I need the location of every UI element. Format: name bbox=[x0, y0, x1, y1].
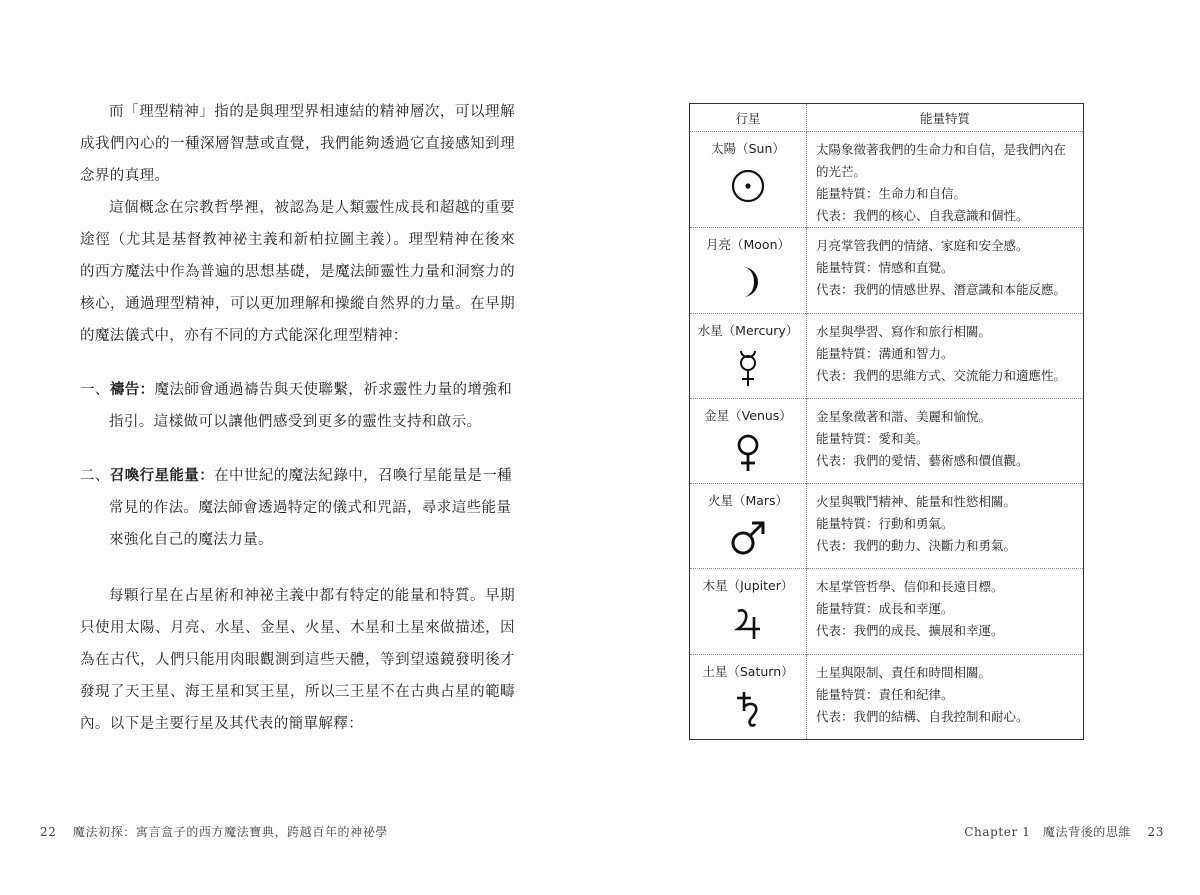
chapter-label: Chapter 1 bbox=[964, 825, 1031, 839]
list-lead: 禱告： bbox=[109, 381, 155, 398]
planet-table bbox=[689, 103, 1084, 740]
table-row bbox=[690, 313, 1084, 398]
table-row bbox=[690, 654, 1084, 739]
saturn-symbol-icon bbox=[728, 689, 768, 729]
moon-symbol-icon bbox=[728, 262, 768, 302]
planet-description: 月亮掌管我們的情緒、家庭和安全感。 bbox=[816, 238, 1029, 254]
header-planet: 行星 bbox=[690, 104, 807, 132]
venus-symbol-icon bbox=[728, 433, 768, 473]
jupiter-symbol-icon bbox=[728, 603, 768, 643]
planet-description: 水星與學習、寫作和旅行相關。 bbox=[816, 323, 992, 339]
list-item-prayer bbox=[80, 374, 515, 438]
planet-name-cell bbox=[690, 228, 807, 313]
planet-name: 金星（Venus） bbox=[704, 407, 792, 423]
table-row bbox=[690, 398, 1084, 483]
table-row bbox=[690, 228, 1084, 313]
planet-description: 金星象徵著和諧、美麗和愉悅。 bbox=[816, 408, 992, 424]
planet-name-cell bbox=[690, 654, 807, 739]
planet-desc-cell bbox=[807, 569, 1084, 654]
planet-desc-cell bbox=[807, 484, 1084, 569]
planet-name: 太陽（Sun） bbox=[711, 141, 785, 156]
planet-represents: 代表：我們的思維方式、交流能力和適應性。 bbox=[816, 367, 1067, 383]
mercury-symbol-icon bbox=[728, 348, 768, 388]
planet-represents: 代表：我們的成長、擴展和幸運。 bbox=[816, 623, 1004, 639]
planet-energy-trait: 能量特質：生命力和自信。 bbox=[816, 186, 967, 201]
planet-name-cell bbox=[690, 313, 807, 398]
planet-desc-cell bbox=[807, 313, 1084, 398]
planet-energy-trait: 能量特質：行動和勇氣。 bbox=[816, 516, 954, 532]
planet-name: 水星（Mercury） bbox=[697, 322, 799, 338]
planet-name: 木星（Jupiter） bbox=[702, 578, 794, 594]
planet-name: 火星（Mars） bbox=[707, 493, 789, 509]
planet-description: 太陽象徵著我們的生命力和自信，是我們內在的光芒。 bbox=[816, 142, 1067, 179]
table-row bbox=[690, 484, 1084, 569]
planet-name-cell bbox=[690, 484, 807, 569]
planet-represents: 代表：我們的情感世界、潛意識和本能反應。 bbox=[816, 282, 1067, 298]
planet-name-cell bbox=[690, 398, 807, 483]
planet-description: 木星掌管哲學、信仰和長遠目標。 bbox=[816, 579, 1004, 595]
planet-represents: 代表：我們的核心、自我意識和個性。 bbox=[816, 208, 1029, 223]
list-item-planet-energy bbox=[80, 460, 515, 556]
planet-desc-cell bbox=[807, 654, 1084, 739]
list-lead: 召喚行星能量： bbox=[109, 467, 215, 484]
planet-name: 土星（Saturn） bbox=[702, 663, 794, 679]
planet-description: 火星與戰鬥精神、能量和性慾相關。 bbox=[816, 494, 1017, 510]
list-number: 二、 bbox=[80, 468, 110, 484]
paragraph-ideal-spirit: 而「理型精神」指的是與理型界相連結的精神層次，可以理解成我們內心的一種深層智慧或直覺，我們能夠透過它直接感知到理念界的真理。 bbox=[80, 104, 515, 184]
planet-name-cell bbox=[690, 569, 807, 654]
table-header-row bbox=[690, 104, 1084, 132]
right-page-footer bbox=[964, 823, 1164, 840]
table-row bbox=[690, 569, 1084, 654]
table-row bbox=[690, 132, 1084, 228]
left-page-footer bbox=[40, 823, 388, 840]
list-number: 一、 bbox=[80, 382, 110, 398]
page-number-right: 23 bbox=[1147, 825, 1164, 839]
book-title: 魔法初探：寓言盒子的西方魔法寶典，跨越百年的神祕學 bbox=[72, 825, 388, 839]
planet-energy-trait: 能量特質：成長和幸運。 bbox=[816, 601, 954, 617]
planet-energy-trait: 能量特質：愛和美。 bbox=[816, 430, 929, 446]
planet-desc-cell bbox=[807, 228, 1084, 313]
page-number-left: 22 bbox=[40, 825, 57, 839]
planet-energy-trait: 能量特質：溝通和智力。 bbox=[816, 345, 954, 361]
planet-represents: 代表：我們的動力、決斷力和勇氣。 bbox=[816, 538, 1017, 554]
paragraph-religious-philosophy: 這個概念在宗教哲學裡，被認為是人類靈性成長和超越的重要途徑（尤其是基督教神祕主義和新柏拉圖主義）。理型精神在後來的西方魔法中作為普遍的思想基礎，是魔法師靈性力量和洞察力的核心，通過理型精神，可以更加理解和操縱自然界的力量。在早期的魔法儀式中，亦有不同的方式能深化理型精神： bbox=[80, 200, 515, 344]
header-energy: 能量特質 bbox=[807, 104, 1084, 132]
planet-desc-cell bbox=[807, 398, 1084, 483]
planet-energy-trait: 能量特質：情感和直覺。 bbox=[816, 260, 954, 276]
planet-name: 月亮（Moon） bbox=[705, 237, 790, 253]
planet-energy-trait: 能量特質：責任和紀律。 bbox=[816, 686, 954, 702]
planet-represents: 代表：我們的愛情、藝術感和價值觀。 bbox=[816, 452, 1029, 468]
list-text: 魔法師會通過禱告與天使聯繫，祈求靈性力量的增強和指引。這樣做可以讓他們感受到更多的靈性支持和啟示。 bbox=[109, 382, 513, 430]
sun-symbol-icon bbox=[728, 166, 768, 206]
list-text: 在中世紀的魔法紀錄中，召喚行星能量是一種常見的作法。魔法師會透過特定的儀式和咒語，尋求這些能量來強化自己的魔法力量。 bbox=[109, 468, 513, 548]
planet-name-cell bbox=[690, 132, 807, 228]
paragraph-planets-intro: 每顆行星在占星術和神祕主義中都有特定的能量和特質。早期只使用太陽、月亮、水星、金星、火星、木星和土星來做描述，因為在古代，人們只能用肉眼觀測到這些天體，等到望遠鏡發明後才發現了天王星、海王星和冥王星，所以三王星不在古典占星的範疇內。以下是主要行星及其代表的簡單解釋： bbox=[80, 588, 515, 732]
planet-represents: 代表：我們的結構、自我控制和耐心。 bbox=[816, 708, 1029, 724]
chapter-title: 魔法背後的思維 bbox=[1042, 825, 1132, 839]
planet-desc-cell bbox=[807, 132, 1084, 228]
planet-description: 土星與限制、責任和時間相關。 bbox=[816, 664, 992, 680]
mars-symbol-icon bbox=[728, 518, 768, 558]
left-page bbox=[80, 96, 515, 740]
